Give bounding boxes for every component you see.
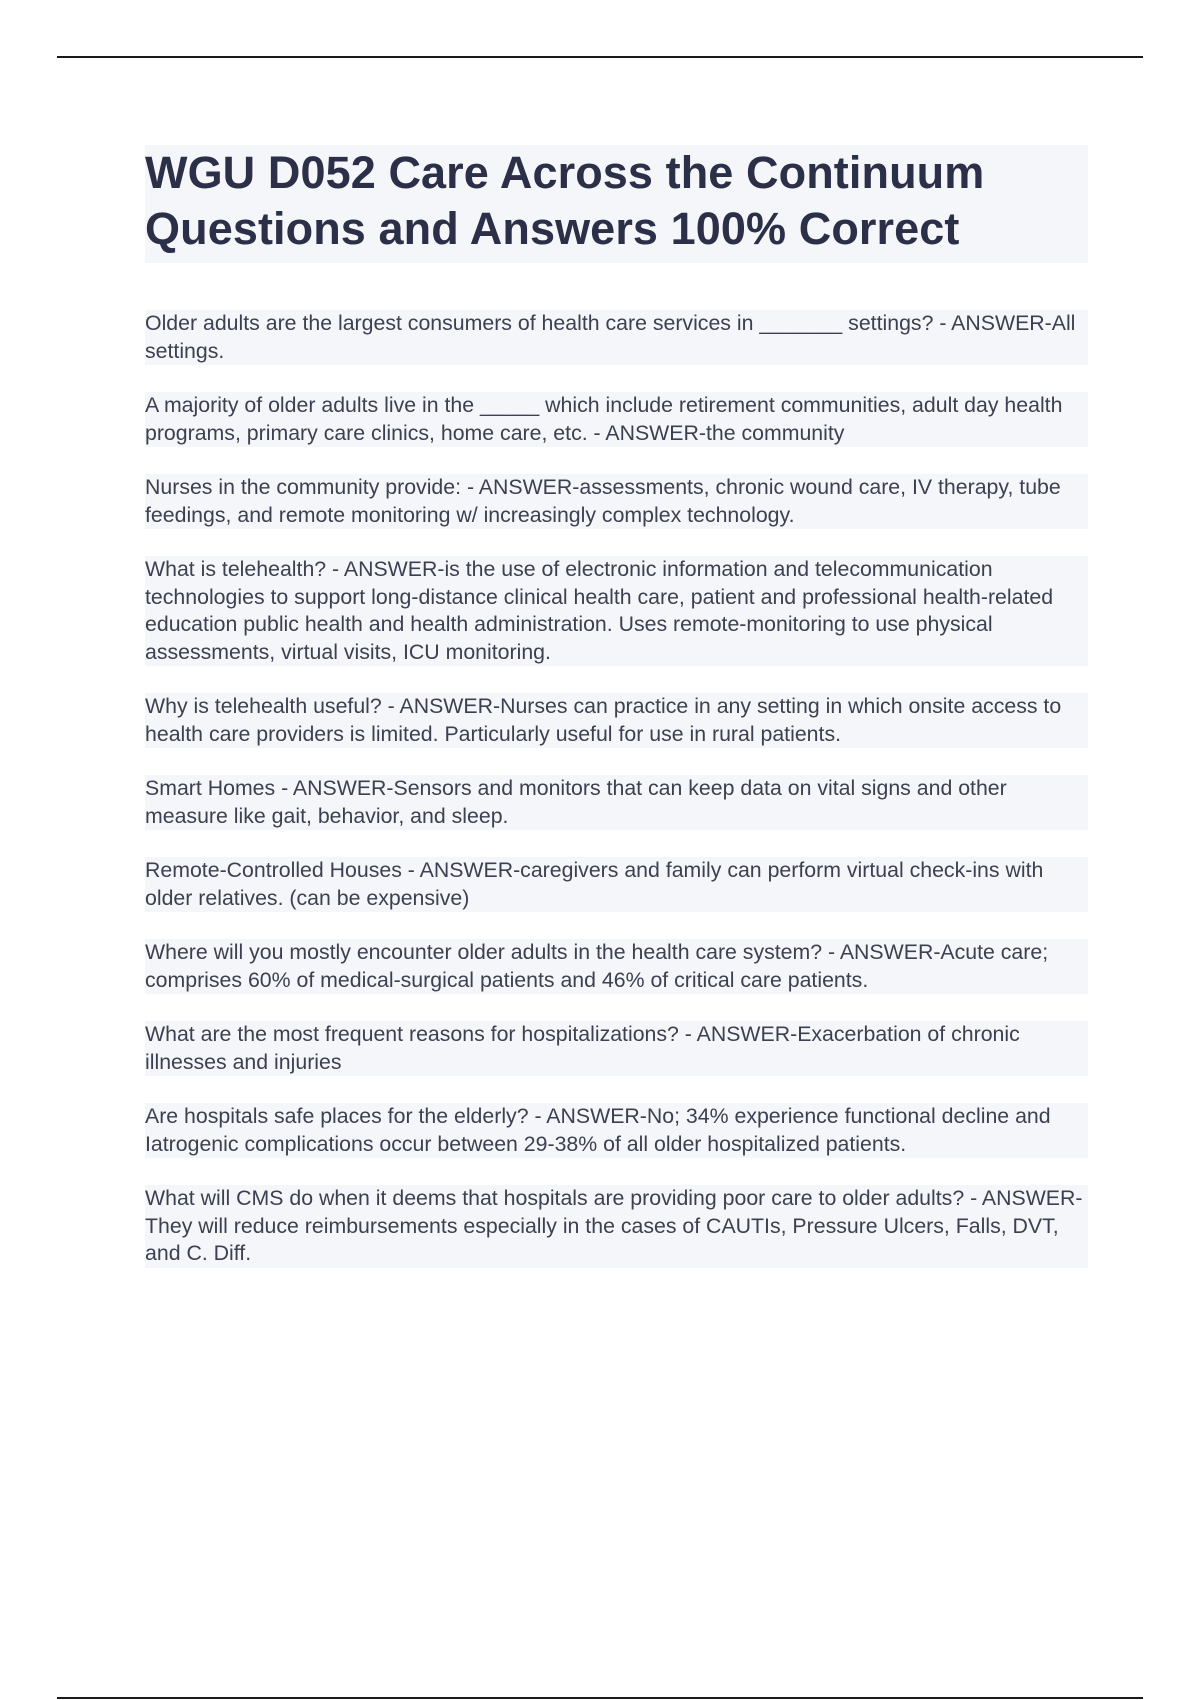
qa-item-2: A majority of older adults live in the _____ which include retirement communities, adult day health programs, primary care clinics, home care, etc. - ANSWER-the community [145,392,1088,447]
qa-item-6: Smart Homes - ANSWER-Sensors and monitors that can keep data on vital signs and other measure like gait, behavior, and sleep. [145,775,1088,830]
qa-item-11: What will CMS do when it deems that hospitals are providing poor care to older adults? - ANSWER-They will reduce reimbursements especially in the cases of CAUTIs, Pressure Ulcers, Falls, DVT, and C. Diff. [145,1185,1088,1268]
document-body [145,145,1088,1295]
qa-item-8: Where will you mostly encounter older adults in the health care system? - ANSWER-Acute care; comprises 60% of medical-surgical patients and 46% of critical care patients. [145,939,1088,994]
document-title [145,145,1088,263]
title-line-1: WGU D052 Care Across the Continuum [145,147,985,198]
qa-item-1: Older adults are the largest consumers of health care services in _______ settings? - ANSWER-All settings. [145,310,1088,365]
title-line-2: Questions and Answers 100% Correct [145,203,960,254]
qa-item-5: Why is telehealth useful? - ANSWER-Nurses can practice in any setting in which onsite access to health care providers is limited. Particularly useful for use in rural patients. [145,693,1088,748]
header-rule [57,56,1143,58]
qa-item-7: Remote-Controlled Houses - ANSWER-caregivers and family can perform virtual check-ins with older relatives. (can be expensive) [145,857,1088,912]
qa-item-4: What is telehealth? - ANSWER-is the use of electronic information and telecommunication technologies to support long-distance clinical health care, patient and professional health-related education public health and health administration. Uses remote-monitoring to use physical assessments, virtual visits, ICU monitoring. [145,556,1088,666]
qa-item-10: Are hospitals safe places for the elderly? - ANSWER-No; 34% experience functional decline and Iatrogenic complications occur between 29-38% of all older hospitalized patients. [145,1103,1088,1158]
qa-item-9: What are the most frequent reasons for hospitalizations? - ANSWER-Exacerbation of chronic illnesses and injuries [145,1021,1088,1076]
footer-rule [57,1697,1143,1699]
qa-item-3: Nurses in the community provide: - ANSWER-assessments, chronic wound care, IV therapy, tube feedings, and remote monitoring w/ increasingly complex technology. [145,474,1088,529]
